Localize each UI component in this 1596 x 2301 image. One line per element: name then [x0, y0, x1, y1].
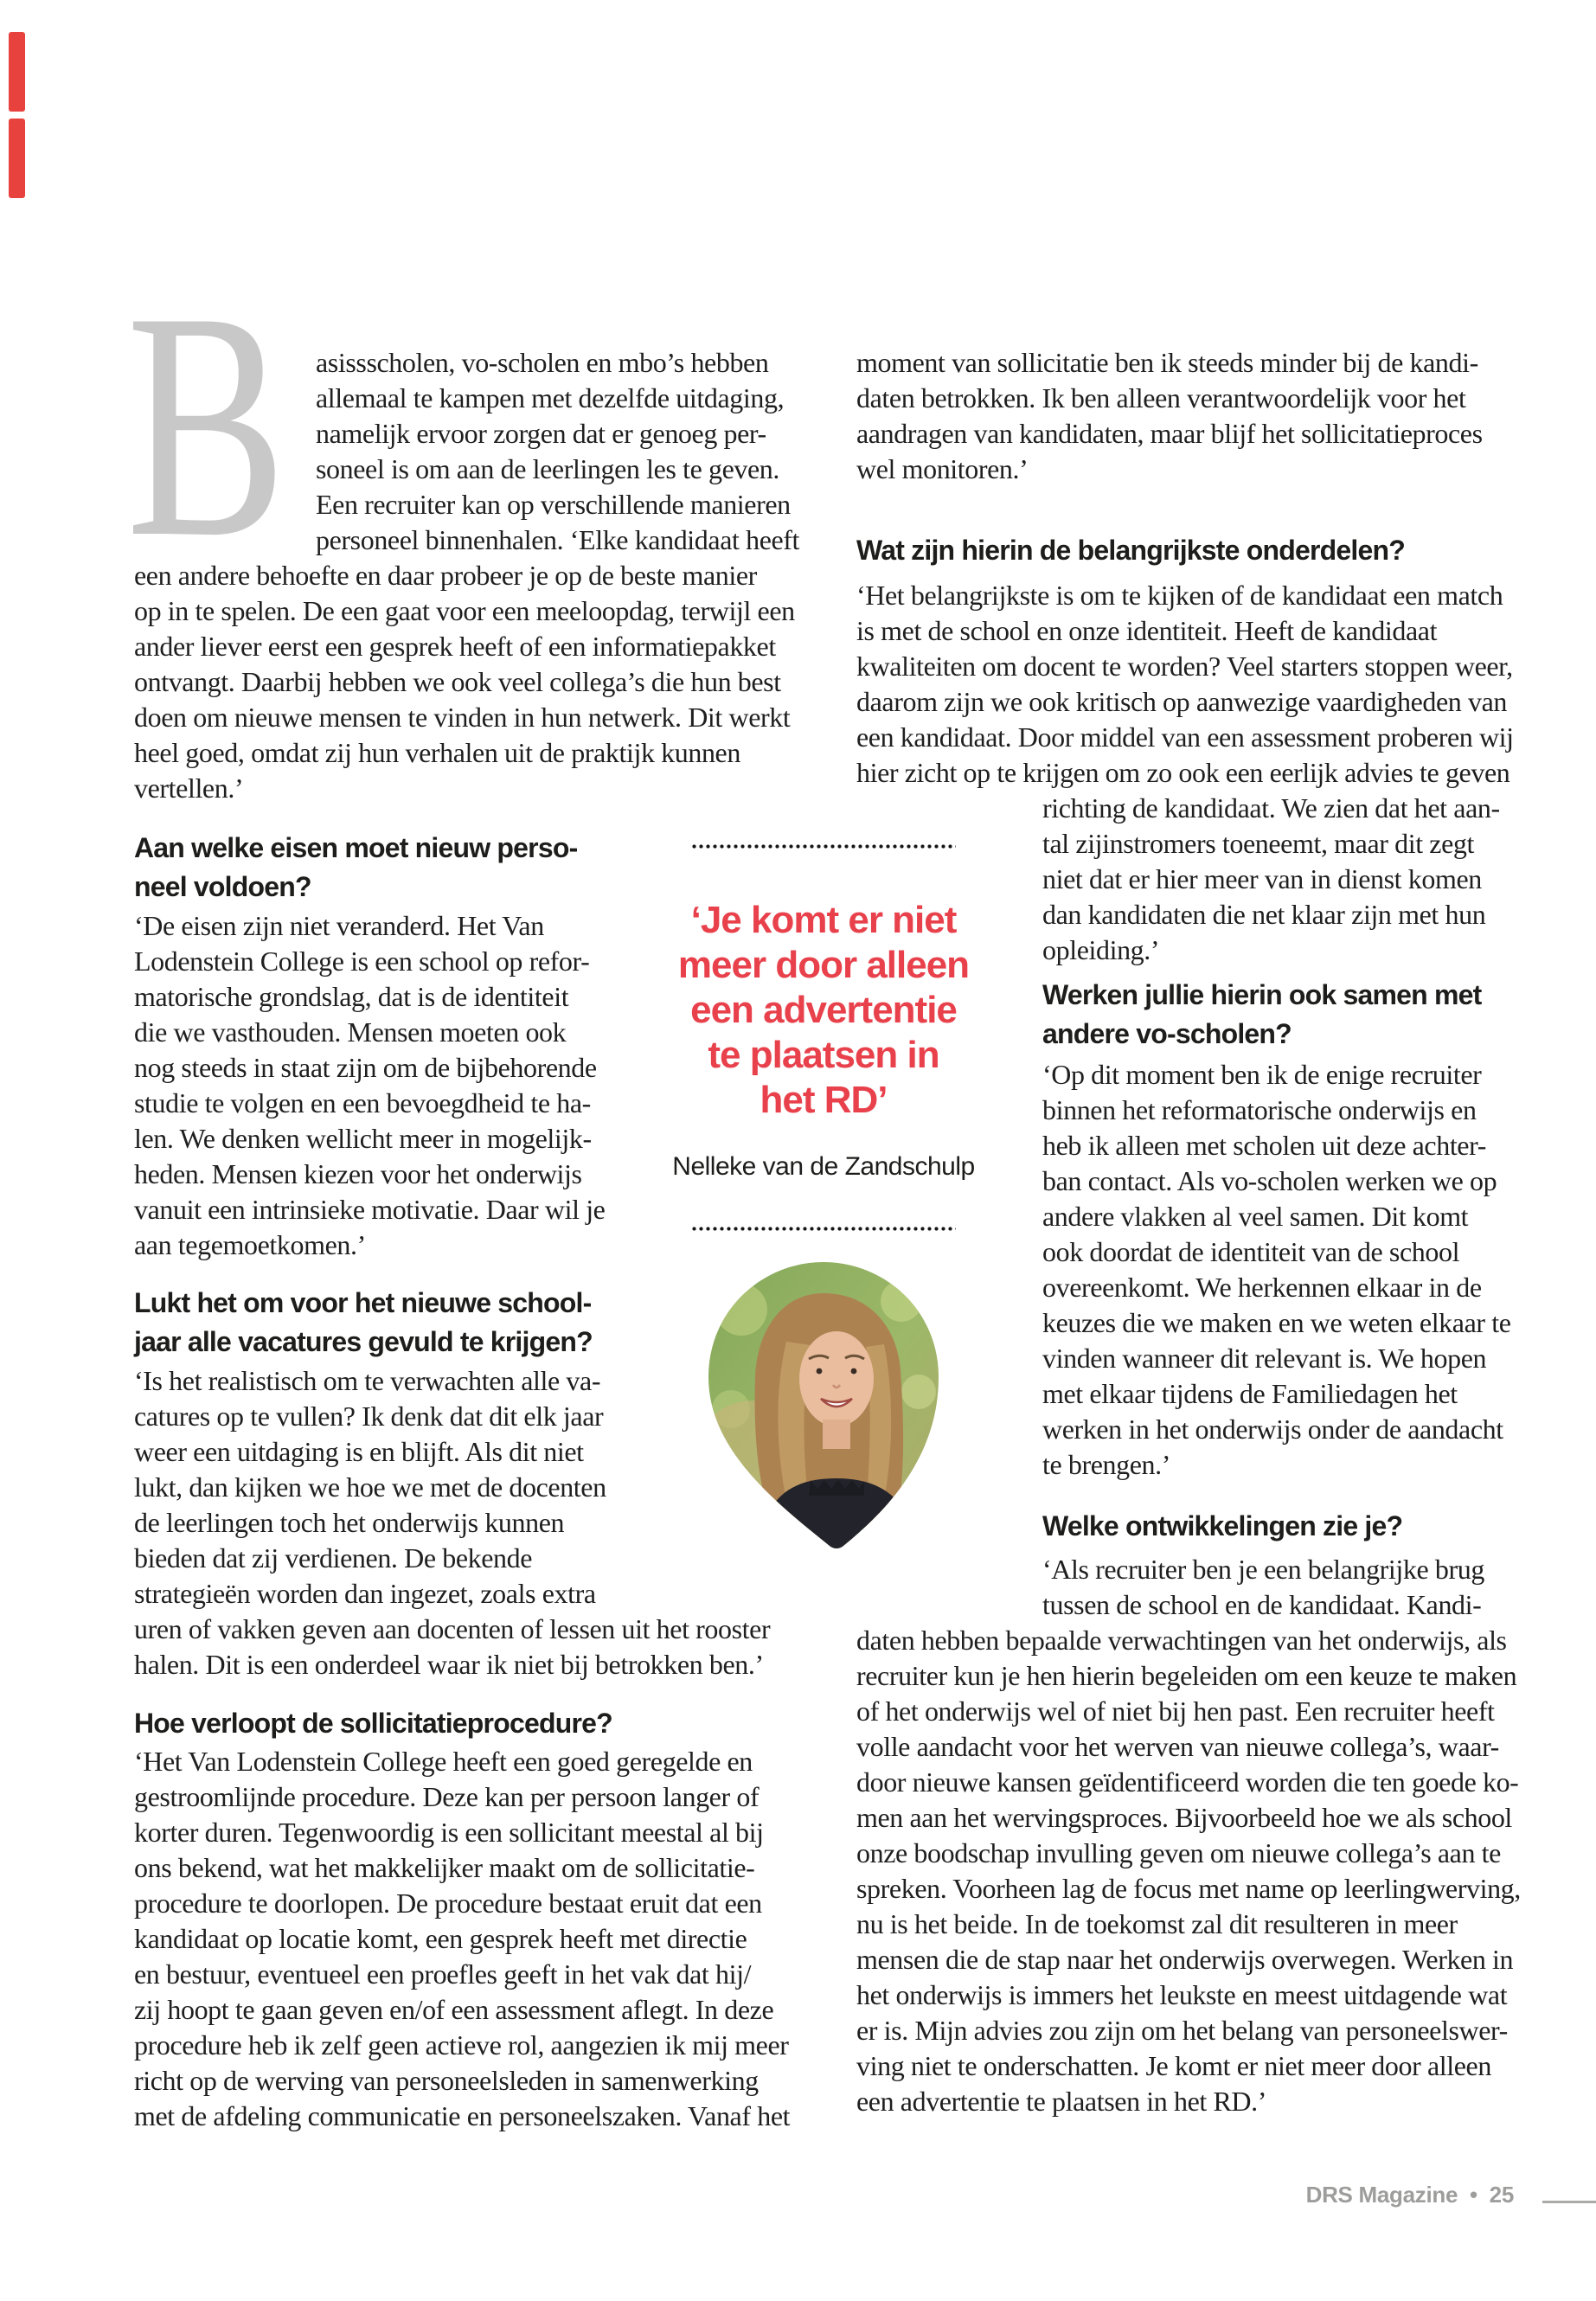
text-line: richt op de werving van personeelsleden in samenwerking	[134, 2065, 759, 2096]
text-line: het onderwijs is immers het leukste en meest uitdagende wat	[856, 1979, 1508, 2010]
text-line: ‘Het belangrijkste is om te kijken of de kandidaat een match	[856, 580, 1503, 611]
text-line: ‘Is het realistisch om te verwachten alle va-	[134, 1365, 601, 1396]
paragraph-procedure	[134, 1744, 790, 2134]
text-line: Lukt het om voor het nieuwe school-	[134, 1287, 592, 1318]
pull-quote	[659, 898, 988, 1123]
text-line: strategieën worden dan ingezet, zoals extra	[134, 1578, 596, 1609]
text-line: nu is het beide. In de toekomst zal dit resulteren in meer	[856, 1908, 1458, 1939]
paragraph-ontwikkelingen-indent	[1042, 1552, 1484, 1623]
text-line: matorische grondslag, dat is de identiteit	[134, 981, 569, 1012]
interviewee-name: Nelleke van de Zandschulp	[672, 1152, 975, 1181]
text-line: ban contact. Als vo-scholen werken we op	[1042, 1165, 1497, 1196]
paragraph-onderdelen-indent	[1042, 791, 1500, 968]
text-line: ontvangt. Daarbij hebben we ook veel collega’s die hun best	[134, 666, 781, 697]
text-line: daten betrokken. Ik ben alleen verantwoordelijk voor het	[856, 382, 1466, 413]
text-line: uren of vakken geven aan docenten of lessen uit het rooster	[134, 1613, 771, 1644]
text-line: met elkaar tijdens de Familiedagen het	[1042, 1378, 1458, 1409]
intro-paragraph-indented	[316, 345, 799, 558]
text-line: len. We denken wellicht meer in mogelijk-	[134, 1123, 592, 1154]
text-line: meer door alleen	[677, 944, 970, 986]
text-line: Aan welke eisen moet nieuw perso-	[134, 832, 578, 863]
text-line: zij hoopt te gaan geven en/of een assessment aflegt. In deze	[134, 1994, 774, 2025]
text-line: gestroomlijnde procedure. Deze kan per persoon langer of	[134, 1781, 760, 1812]
text-line: keuzes die we maken en we weten elkaar te	[1042, 1307, 1511, 1338]
text-line: de leerlingen toch het onderwijs kunnen	[134, 1507, 565, 1538]
text-line: heden. Mensen kiezen voor het onderwijs	[134, 1158, 582, 1189]
text-line: asissscholen, vo-scholen en mbo’s hebben	[316, 347, 769, 378]
heading-vacatures	[134, 1284, 593, 1362]
footer-bullet: •	[1470, 2182, 1477, 2208]
text-line: andere vlakken al veel samen. Dit komt	[1042, 1201, 1469, 1232]
text-line: werken in het onderwijs onder de aandacht	[1042, 1413, 1503, 1445]
text-line: daten hebben bepaalde verwachtingen van het onderwijs, als	[856, 1625, 1507, 1656]
text-line: ‘Je komt er niet	[690, 899, 957, 941]
heading-onderdelen	[856, 531, 1405, 570]
text-line: heb ik alleen met scholen uit deze achter-	[1042, 1130, 1486, 1161]
text-line: wel monitoren.’	[856, 453, 1029, 484]
text-line: volle aandacht voor het werven van nieuwe collega’s, waar-	[856, 1731, 1499, 1762]
text-line: Welke ontwikkelingen zie je?	[1042, 1510, 1403, 1541]
page-edge-mark-bottom	[9, 119, 25, 198]
text-line: nog steeds in staat zijn om de bijbehorende	[134, 1052, 597, 1083]
text-line: bieden dat zij verdienen. De bekende	[134, 1542, 533, 1574]
text-line: tussen de school en de kandidaat. Kandi-	[1042, 1589, 1482, 1620]
text-line: soneel is om aan de leerlingen les te geven.	[316, 453, 779, 484]
text-line: ook doordat de identiteit van de school	[1042, 1236, 1460, 1267]
text-line: spreken. Voorheen lag de focus met name op leerlingwerving,	[856, 1873, 1521, 1904]
portrait-photo-teardrop	[707, 1262, 940, 1548]
text-line: richting de kandidaat. We zien dat het aan-	[1042, 792, 1500, 824]
text-line: vinden wanneer dit relevant is. We hopen	[1042, 1343, 1487, 1374]
text-line: recruiter kun je hen hierin begeleiden om een keuze te maken	[856, 1660, 1517, 1691]
text-line: neel voldoen?	[134, 871, 311, 902]
text-line: Wat zijn hierin de belangrijkste onderdelen?	[856, 535, 1405, 566]
footer-rule	[1542, 2201, 1596, 2203]
heading-samenwerking	[1042, 976, 1482, 1054]
text-line: een advertentie te plaatsen in het RD.’	[856, 2086, 1266, 2117]
paragraph-continuation	[856, 345, 1483, 487]
text-line: overeenkomt. We herkennen elkaar in de	[1042, 1272, 1482, 1303]
paragraph-samenwerking	[1042, 1057, 1511, 1483]
text-line: ‘Het Van Lodenstein College heeft een goed geregelde en	[134, 1746, 753, 1777]
text-line: procedure te doorlopen. De procedure bestaat eruit dat een	[134, 1888, 762, 1919]
paragraph-eisen	[134, 908, 606, 1263]
text-line: ‘Op dit moment ben ik de enige recruiter	[1042, 1059, 1482, 1090]
text-line: moment van sollicitatie ben ik steeds minder bij de kandi-	[856, 347, 1478, 378]
text-line: ‘De eisen zijn niet veranderd. Het Van	[134, 910, 544, 941]
paragraph-vacatures-wide	[134, 1612, 770, 1682]
text-line: tal zijinstromers toeneemt, maar dit zegt	[1042, 828, 1474, 859]
text-line: Lodenstein College is een school op refor-	[134, 945, 590, 977]
portrait-photo	[707, 1262, 940, 1548]
text-line: catures op te vullen? Ik denk dat dit elk jaar	[134, 1400, 604, 1432]
text-line: te brengen.’	[1042, 1449, 1171, 1480]
text-line: hier zicht op te krijgen om zo ook een eerlijk advies te geven	[856, 757, 1510, 788]
text-line: Hoe verloopt de sollicitatieprocedure?	[134, 1708, 612, 1739]
text-line: weer een uitdaging is en blijft. Als dit niet	[134, 1436, 584, 1467]
text-line: mensen die de stap naar het onderwijs overwegen. Werken in	[856, 1944, 1514, 1975]
text-line: kwaliteiten om docent te worden? Veel starters stoppen weer,	[856, 651, 1513, 682]
text-line: die we vasthouden. Mensen moeten ook	[134, 1016, 567, 1048]
drop-cap: B	[126, 246, 287, 605]
text-line: daarom zijn we ook kritisch op aanwezige vaardigheden van	[856, 686, 1508, 717]
text-line: en bestuur, eventueel een proefles geeft in het vak dat hij/	[134, 1958, 752, 1990]
footer-magazine-title: DRS Magazine	[1305, 2182, 1458, 2208]
dotted-rule-top	[692, 844, 956, 849]
text-line: vanuit een intrinsieke motivatie. Daar wil je	[134, 1194, 606, 1225]
text-line: halen. Dit is een onderdeel waar ik niet bij betrokken ben.’	[134, 1649, 764, 1680]
text-line: een kandidaat. Door middel van een assessment proberen wij	[856, 721, 1514, 753]
dotted-rule-bottom	[692, 1227, 956, 1231]
text-line: korter duren. Tegenwoordig is een sollicitant meestal al bij	[134, 1817, 764, 1848]
text-line: heel goed, omdat zij hun verhalen uit de praktijk kunnen	[134, 737, 740, 768]
text-line: procedure heb ik zelf geen actieve rol, aangezien ik mij meer	[134, 2029, 789, 2061]
text-line: is met de school en onze identiteit. Heeft de kandidaat	[856, 615, 1438, 646]
text-line: dan kandidaten die net klaar zijn met hun	[1042, 899, 1486, 930]
text-line: door nieuwe kansen geïdentificeerd worden die ten goede ko-	[856, 1766, 1519, 1798]
paragraph-onderdelen-wide	[856, 578, 1514, 791]
text-line: binnen het reformatorische onderwijs en	[1042, 1094, 1477, 1125]
text-line: personeel binnenhalen. ‘Elke kandidaat heeft	[316, 524, 800, 555]
text-line: jaar alle vacatures gevuld te krijgen?	[134, 1326, 593, 1357]
text-line: het RD’	[760, 1079, 888, 1121]
text-line: ander liever eerst een gesprek heeft of een informatiepakket	[134, 631, 776, 662]
text-line: kandidaat op locatie komt, een gesprek heeft met directie	[134, 1923, 747, 1954]
text-line: men aan het wervingsproces. Bijvoorbeeld hoe we als school	[856, 1802, 1512, 1833]
text-line: aan tegemoetkomen.’	[134, 1229, 366, 1260]
text-line: ving niet te onderschatten. Je komt er niet meer door alleen	[856, 2050, 1491, 2081]
heading-procedure	[134, 1704, 612, 1743]
text-line: er is. Mijn advies zou zijn om het belang van personeelswer-	[856, 2015, 1508, 2046]
text-line: ‘Als recruiter ben je een belangrijke brug	[1042, 1554, 1484, 1585]
text-line: opleiding.’	[1042, 934, 1160, 965]
text-line: ons bekend, wat het makkelijker maakt om de sollicitatie-	[134, 1852, 755, 1883]
text-line: te plaatsen in	[708, 1034, 939, 1076]
text-line: vertellen.’	[134, 772, 244, 804]
page-edge-mark-top	[9, 32, 25, 112]
text-line: niet dat er hier meer van in dienst komen	[1042, 863, 1482, 894]
text-line: allemaal te kampen met dezelfde uitdaging,	[316, 382, 785, 413]
text-line: doen om nieuwe mensen te vinden in hun netwerk. Dit werkt	[134, 702, 791, 733]
text-line: lukt, dan kijken we hoe we met de docenten	[134, 1471, 606, 1503]
text-line: Werken jullie hierin ook samen met	[1042, 979, 1482, 1010]
intro-paragraph-full	[134, 558, 795, 806]
heading-ontwikkelingen	[1042, 1507, 1402, 1546]
text-line: een andere behoefte en daar probeer je op de beste manier	[134, 560, 757, 591]
text-line: studie te volgen en een bevoegdheid te ha-	[134, 1087, 591, 1118]
text-line: onze boodschap invulling geven om nieuwe collega’s aan te	[856, 1837, 1501, 1868]
text-line: een advertentie	[690, 989, 957, 1031]
text-line: of het onderwijs wel of niet bij hen past. Een recruiter heeft	[856, 1695, 1495, 1727]
heading-eisen	[134, 829, 577, 907]
text-line: Een recruiter kan op verschillende manieren	[316, 489, 791, 520]
footer	[1202, 2182, 1514, 2208]
text-line: op in te spelen. De een gaat voor een meeloopdag, terwijl een	[134, 595, 795, 626]
text-line: andere vo-scholen?	[1042, 1018, 1292, 1049]
text-line: namelijk ervoor zorgen dat er genoeg per-	[316, 418, 766, 449]
paragraph-vacatures-narrow	[134, 1363, 606, 1612]
text-line: met de afdeling communicatie en personeelszaken. Vanaf het	[134, 2100, 791, 2131]
paragraph-ontwikkelingen-wide	[856, 1623, 1521, 2119]
footer-page-number: 25	[1489, 2182, 1514, 2208]
text-line: aandragen van kandidaten, maar blijf het sollicitatieproces	[856, 418, 1483, 449]
